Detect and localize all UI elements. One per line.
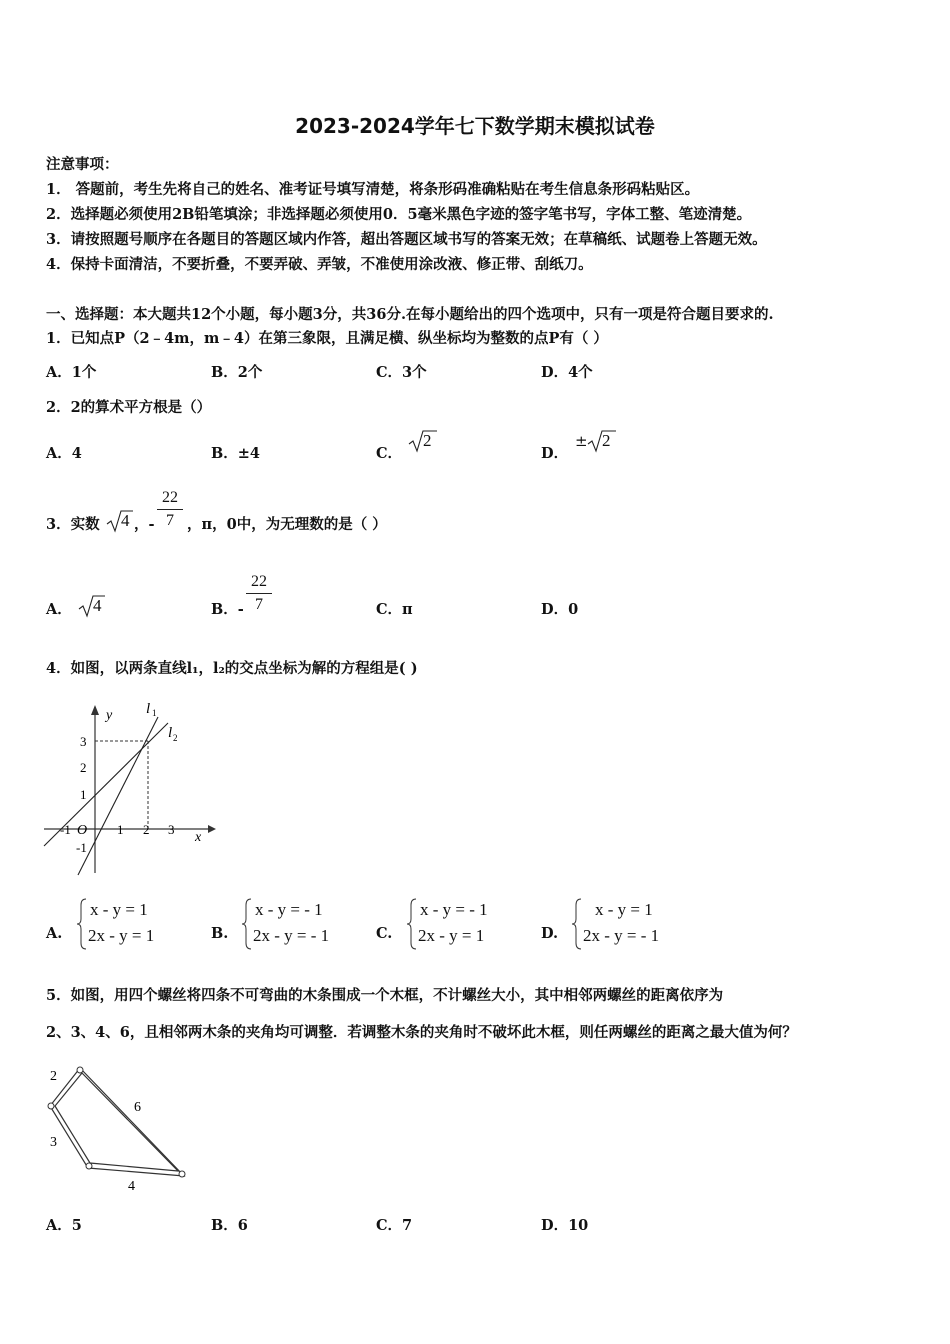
notice-item-2: 2．选择题必须使用2B铅笔填涂；非选择题必须使用0．5毫米黑色字迹的签字笔书写，字体工整、笔迹清楚。 — [46, 206, 752, 223]
l1-sub: 1 — [152, 708, 157, 718]
brace-icon — [406, 897, 418, 951]
q3-option-a: A． — [46, 601, 72, 618]
side-label-4: 4 — [128, 1179, 135, 1194]
q4-stem: 4．如图，以两条直线l₁，l₂的交点坐标为解的方程组是( ) — [46, 660, 418, 677]
origin-label: O — [77, 823, 88, 838]
q4-option-d: D. — [541, 925, 559, 942]
screw — [86, 1163, 92, 1169]
q3-option-d: D．0 — [541, 601, 579, 618]
q5-option-d: D．10 — [541, 1217, 589, 1234]
section-heading: 一、选择题：本大题共12个小题，每小题3分，共36分.在每小题给出的四个选项中，只有一项是符合题目要求的. — [46, 306, 774, 323]
l1-label: l — [146, 701, 151, 717]
y-tick-1: 1 — [80, 787, 87, 802]
q1-option-d: D．4个 — [541, 364, 593, 381]
q4-d-eq2: 2x - y = - 1 — [583, 926, 660, 945]
x-tick-1: 1 — [117, 822, 124, 837]
q5-option-c: C．7 — [376, 1217, 413, 1234]
q2-d-radicand: 2 — [602, 431, 611, 450]
x-axis-arrow-icon — [208, 825, 216, 833]
q4-c-eq2: 2x - y = 1 — [418, 926, 485, 945]
x-tick-neg1: -1 — [60, 822, 71, 837]
side-label-3: 3 — [50, 1135, 57, 1150]
notice-item-1: 1． 答题前，考生先将自己的姓名、准考证号填写清楚，将条形码准确粘贴在考生信息条形码粘贴区。 — [46, 181, 700, 198]
q3-frac-den: 7 — [157, 509, 183, 532]
q3-option-b-fraction — [246, 571, 272, 616]
q2-stem: 2．2的算术平方根是（） — [46, 399, 212, 416]
q3-option-a-sqrt — [78, 593, 106, 623]
q3-b-frac-den: 7 — [246, 593, 272, 616]
page-title: 2023-2024学年七下数学期末模拟试卷 — [295, 114, 655, 138]
q4-option-c: C. — [376, 925, 393, 942]
frame-outer — [50, 1068, 184, 1176]
notice-item-4: 4．保持卡面清洁，不要折叠，不要弄破、弄皱，不准使用涂改液、修正带、刮纸刀。 — [46, 256, 593, 273]
screw — [77, 1067, 83, 1073]
q4-option-a: A. — [46, 925, 63, 942]
q2-option-d: D． — [541, 445, 569, 462]
brace-icon — [76, 897, 88, 951]
brace-icon — [571, 897, 583, 951]
screw — [179, 1171, 185, 1177]
q2-d-pm: ± — [575, 432, 588, 450]
x-tick-2: 2 — [143, 822, 150, 837]
q4-option-b: B. — [211, 925, 229, 942]
y-axis-arrow-icon — [91, 705, 99, 715]
q1-option-a: A．1个 — [46, 364, 97, 381]
q3-stem-prefix: 3．实数 — [46, 516, 100, 533]
q5-stem-line2: 2、3、4、6，且相邻两木条的夹角均可调整．若调整木条的夹角时不破坏此木框，则任两螺丝的距离之最大值为何？ — [46, 1024, 797, 1041]
q5-frame-figure — [42, 1058, 202, 1198]
q4-a-eq1: x - y = 1 — [90, 900, 148, 919]
notice-heading: 注意事项： — [46, 156, 119, 173]
q3-a-radicand: 4 — [93, 596, 102, 615]
q3-radicand: 4 — [121, 511, 130, 530]
q4-b-eq1: x - y = - 1 — [255, 900, 323, 919]
q2-option-c: C． — [376, 445, 403, 462]
side-label-2: 2 — [50, 1069, 57, 1084]
l2-sub: 2 — [173, 733, 178, 743]
q5-option-a: A．5 — [46, 1217, 82, 1234]
q2-option-b: B．±4 — [211, 445, 260, 462]
y-axis-label: y — [106, 708, 113, 723]
q3-fraction — [157, 487, 183, 532]
y-tick-neg1: -1 — [76, 840, 87, 855]
q1-stem: 1．已知点P（2﹣4m，m﹣4）在第三象限，且满足横、纵坐标均为整数的点P有（ ） — [46, 330, 608, 347]
q3-frac-num: 22 — [162, 489, 178, 506]
x-axis-label: x — [195, 830, 202, 845]
q1-option-c: C．3个 — [376, 364, 427, 381]
q3-option-c: C．π — [376, 601, 413, 618]
l2-label: l — [168, 725, 173, 741]
q3-option-b: B．- — [211, 601, 244, 618]
notice-item-3: 3．请按照题号顺序在各题目的答题区域内作答，超出答题区域书写的答案无效；在草稿纸、试题卷上答题无效。 — [46, 231, 767, 248]
x-tick-3: 3 — [168, 822, 175, 837]
screw — [48, 1103, 54, 1109]
q2-option-c-sqrt — [408, 428, 438, 458]
q3-b-frac-num: 22 — [251, 573, 267, 590]
q3-sqrt4 — [106, 508, 134, 538]
q3-stem-suffix: ，π，0中，为无理数的是（ ） — [187, 516, 387, 533]
brace-icon — [241, 897, 253, 951]
q4-d-eq1: x - y = 1 — [595, 900, 653, 919]
q2-option-a: A．4 — [46, 445, 82, 462]
q4-a-eq2: 2x - y = 1 — [88, 926, 155, 945]
q5-stem-line1: 5．如图，用四个螺丝将四条不可弯曲的木条围成一个木框，不计螺丝大小，其中相邻两螺丝的距离依序为 — [46, 987, 724, 1004]
side-label-6: 6 — [134, 1100, 141, 1115]
q2-c-radicand: 2 — [423, 431, 432, 450]
q5-option-b: B．6 — [211, 1217, 248, 1234]
y-tick-2: 2 — [80, 760, 87, 775]
q3-sep: ，- — [134, 516, 155, 533]
q4-c-eq1: x - y = - 1 — [420, 900, 488, 919]
q4-graph — [40, 695, 220, 880]
q4-b-eq2: 2x - y = - 1 — [253, 926, 330, 945]
y-tick-3: 3 — [80, 734, 87, 749]
frame-inner — [55, 1073, 178, 1171]
q1-option-b: B．2个 — [211, 364, 263, 381]
